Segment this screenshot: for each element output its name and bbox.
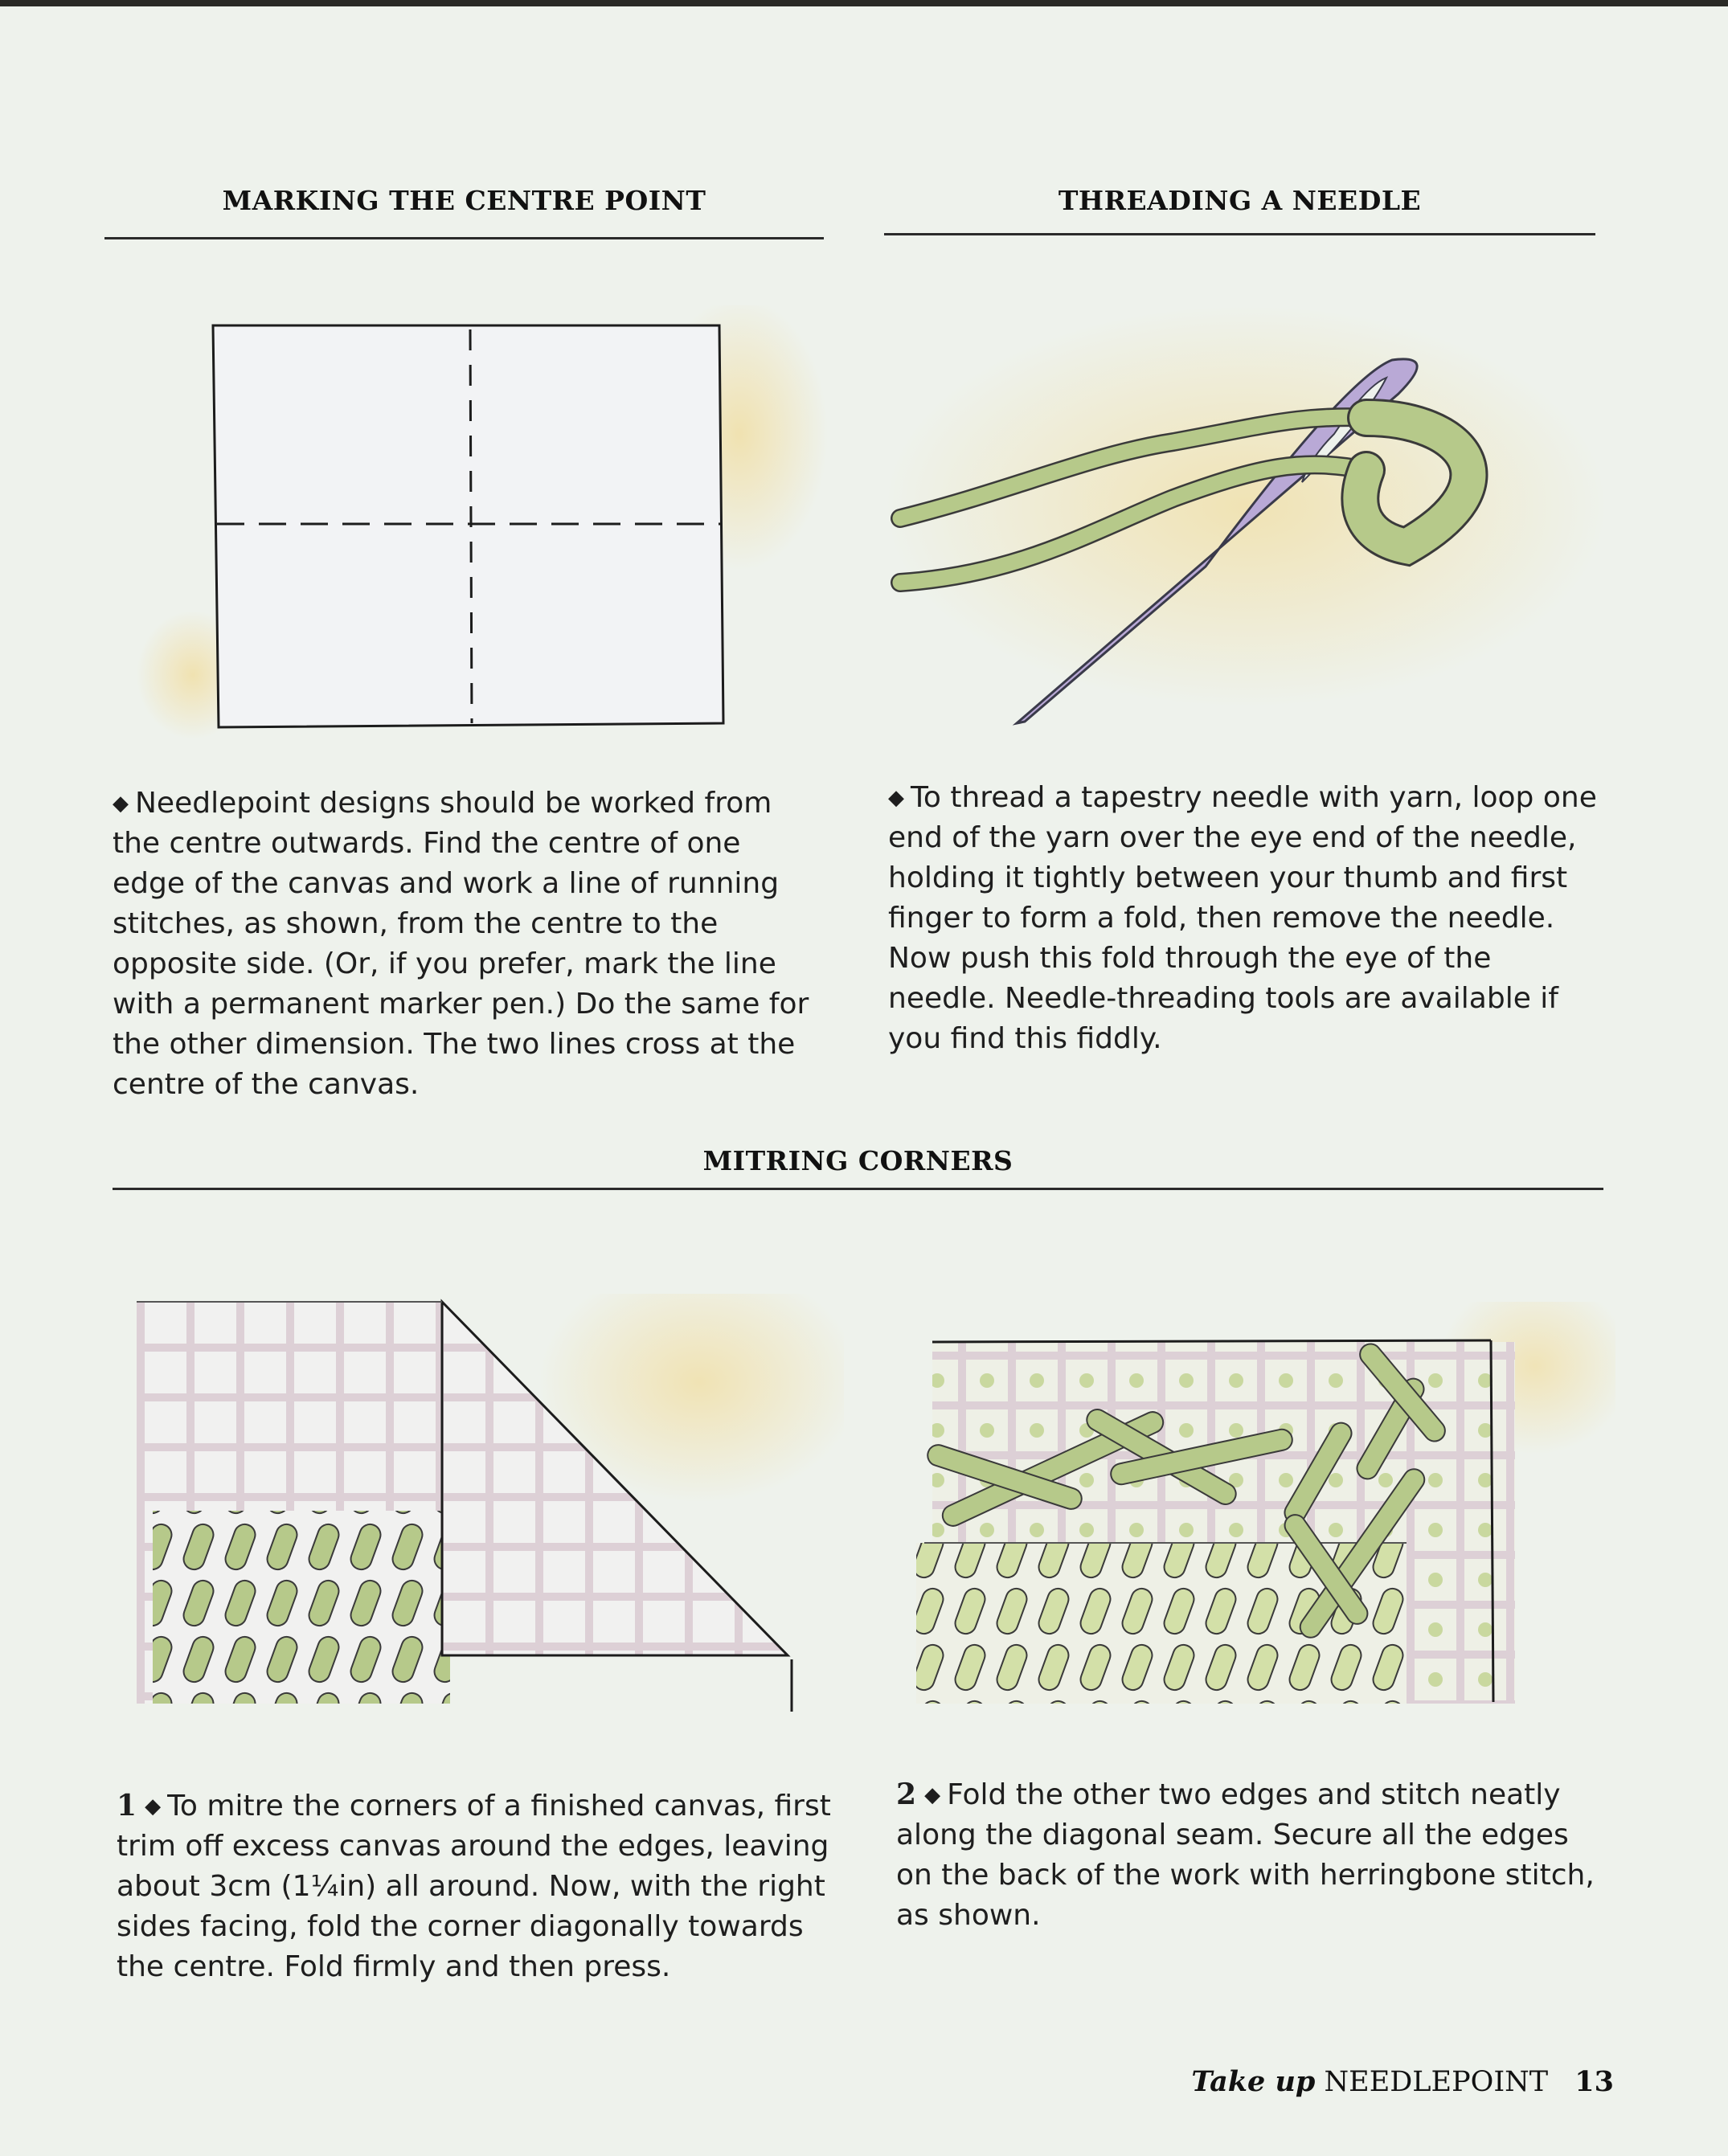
footer-italic: Take up <box>1191 2065 1316 2098</box>
paragraph-mitre-step1 <box>117 1786 832 1987</box>
bullet-diamond-icon: ◆ <box>113 792 129 816</box>
paragraph-threading <box>888 778 1603 1059</box>
heading-marking-centre-point: MARKING THE CENTRE POINT <box>222 185 706 216</box>
illustration-mitre-step2 <box>908 1302 1615 1720</box>
text-threading: To thread a tapestry needle with yarn, loop one end of the yarn over the eye end of the needle, holding it tightly between your thumb and first finger to form a fold, then remove the needle. Now push this fold through the eye of the needle. Needle-threading tools are available if you find this fiddly. <box>888 781 1597 1055</box>
illustration-threading-needle <box>884 297 1607 747</box>
page-footer <box>1191 2065 1614 2098</box>
canvas-top-edge <box>932 1340 1491 1342</box>
heading-threading-needle: THREADING A NEEDLE <box>1058 185 1422 216</box>
text-marking: Needlepoint designs should be worked from the centre outwards. Find the centre of one edge of the canvas and work a line of running stitches, as shown, from the centre to the opposite side. (Or, if you prefer, mark the line with a permanent marker pen.) Do the same for the other dimension. The two lines cross at the centre of the canvas. <box>113 787 809 1101</box>
text-mitre-step2: Fold the other two edges and stitch neatly along the diagonal seam. Secure all the edges on the back of the work with herringbone stitch, as shown. <box>896 1778 1595 1932</box>
paragraph-marking <box>113 783 820 1105</box>
bullet-diamond-icon: ◆ <box>888 786 904 810</box>
illustration-mitre-step1 <box>137 1294 844 1736</box>
stain <box>884 305 1607 707</box>
worked-stitches <box>153 1511 450 1704</box>
canvas-rectangle <box>213 325 723 727</box>
page-top-edge <box>0 0 1728 6</box>
illustration-canvas-centre-lines <box>129 305 836 755</box>
paragraph-mitre-step2 <box>896 1774 1603 1936</box>
text-mitre-step1: To mitre the corners of a finished canvas, first trim off excess canvas around the edges, leaving about 3cm (1¼in) all around. Now, with the right sides facing, fold the corner diagonally towards the centre. Fold firmly and then press. <box>117 1790 831 1983</box>
bullet-diamond-icon: ◆ <box>145 1794 162 1818</box>
rule-mitring <box>113 1188 1603 1190</box>
footer-book-title: NEEDLEPOINT <box>1324 2066 1549 2098</box>
bullet-diamond-icon: ◆ <box>924 1783 941 1807</box>
page-number: 13 <box>1574 2065 1614 2098</box>
heading-mitring-corners: MITRING CORNERS <box>702 1145 1013 1176</box>
step-number: 2 <box>896 1778 917 1811</box>
step-number: 1 <box>117 1789 137 1823</box>
rule-threading <box>884 233 1595 235</box>
rule-marking <box>104 237 824 239</box>
